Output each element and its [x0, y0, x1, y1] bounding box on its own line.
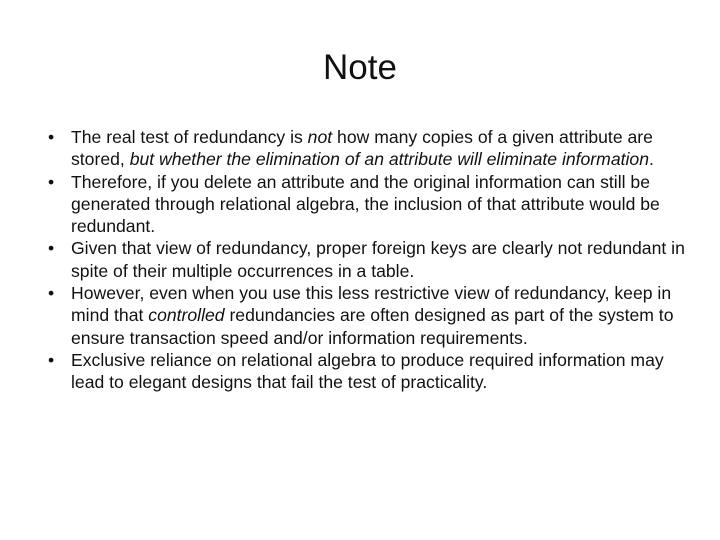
bullet-item: [48, 282, 694, 349]
bullet-list: [48, 126, 694, 394]
bullet-text: redundancies are often designed as part of the system to ensure transaction speed and/or information requirements.: [71, 305, 674, 348]
bullet-text: Exclusive reliance on relational algebra to produce required information may lead to elegant designs that fail the test of practicality.: [71, 349, 664, 393]
bullet-marker: •: [48, 349, 55, 370]
bullet-marker: •: [48, 283, 55, 304]
bullet-text: Given that view of redundancy, proper foreign keys are clearly not redundant in spite of their multiple occurrences in a table.: [71, 238, 685, 281]
bullet-item: [48, 126, 694, 171]
bullet-text-italic: controlled: [148, 305, 225, 326]
bullet-marker: •: [48, 238, 55, 259]
bullet-text: how many copies of a given attribute are stored,: [71, 127, 653, 170]
bullet-item: [48, 349, 694, 394]
bullet-text: The real test of redundancy is: [71, 127, 308, 147]
bullet-text-italic: but whether the elimination of an attribute will eliminate information: [129, 149, 649, 170]
bullet-marker: •: [48, 171, 55, 192]
bullet-text: However, even when you use this less restrictive view of redundancy, keep in mind that: [71, 283, 672, 326]
bullet-text: .: [648, 149, 654, 170]
slide-title: Note: [323, 48, 397, 87]
bullet-marker: •: [48, 127, 55, 147]
bullet-text-italic: not: [307, 127, 333, 147]
bullet-item: [48, 171, 694, 238]
bullet-text: Therefore, if you delete an attribute and the original information can still be generated through relational algebra, the inclusion of that attribute would be redundant.: [71, 171, 660, 237]
bullet-item: [48, 237, 694, 282]
